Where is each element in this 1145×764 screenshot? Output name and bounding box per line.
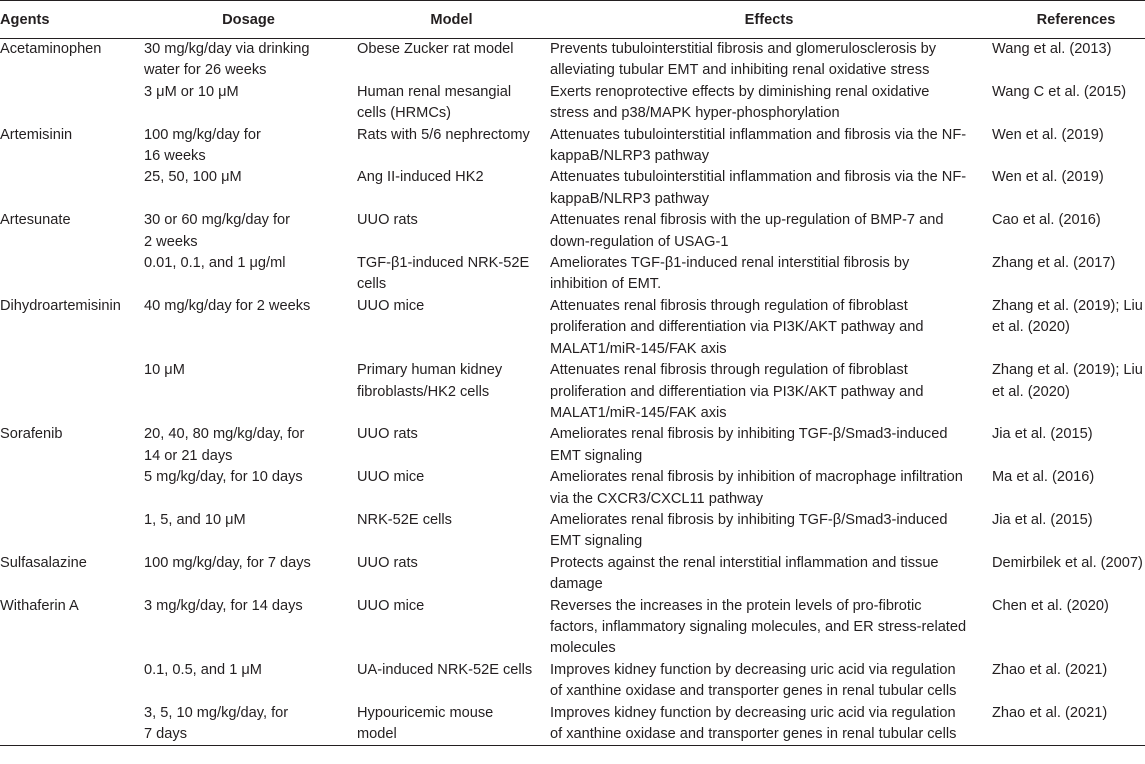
cell-references: Zhao et al. (2021) xyxy=(992,661,1108,678)
cell-effects: Ameliorates TGF-β1-induced renal interstitial fibrosis by inhibition of EMT. xyxy=(550,255,910,293)
cell-model: UUO mice xyxy=(357,297,425,314)
cell-effects: Attenuates renal fibrosis through regulation of fibroblast proliferation and differentiation via PI3K/AKT pathway and MALAT1/miR-145/FAK axis xyxy=(550,362,924,421)
cell-model: Ang II-induced HK2 xyxy=(357,169,484,186)
cell-references: Zhao et al. (2021) xyxy=(988,703,1145,746)
header-references: References xyxy=(988,1,1145,39)
cell-references: Jia et al. (2015) xyxy=(992,511,1093,528)
table-body xyxy=(0,39,1145,746)
cell-model: Hypouricemic mouse model xyxy=(353,703,546,746)
cell-model: UUO rats xyxy=(357,554,418,571)
cell-agent xyxy=(0,167,140,210)
cell-references: Wang C et al. (2015) xyxy=(992,83,1127,100)
header-row xyxy=(0,1,1145,39)
header-dosage: Dosage xyxy=(140,1,353,39)
cell-agent xyxy=(0,360,140,424)
cell-dosage: 30 or 60 mg/kg/day for 2 weeks xyxy=(144,212,291,250)
cell-agent: Sulfasalazine xyxy=(0,554,87,571)
cell-agent: Dihydroartemisinin xyxy=(0,297,121,314)
table-row xyxy=(0,39,1145,82)
cell-dosage: 40 mg/kg/day for 2 weeks xyxy=(144,297,311,314)
cell-references: Zhang et al. (2017) xyxy=(992,255,1116,272)
table-row xyxy=(0,553,1145,596)
cell-references: Wen et al. (2019) xyxy=(992,126,1104,143)
cell-dosage: 1, 5, and 10 μM xyxy=(144,511,246,528)
cell-dosage: 3 mg/kg/day, for 14 days xyxy=(144,597,303,614)
cell-references: Wang et al. (2013) xyxy=(992,41,1112,57)
cell-effects: Attenuates tubulointerstitial inflammation and fibrosis via the NF- kappaB/NLRP3 pathway xyxy=(550,126,967,165)
cell-agent: Acetaminophen xyxy=(0,41,102,57)
cell-references: Demirbilek et al. (2007) xyxy=(992,554,1143,571)
cell-agent: Artemisinin xyxy=(0,126,73,143)
cell-effects: Ameliorates renal fibrosis by inhibiting TGF-β/Smad3-induced EMT signaling xyxy=(550,511,948,550)
table-row xyxy=(0,424,1145,467)
cell-references: Chen et al. (2020) xyxy=(992,597,1109,614)
cell-dosage: 3, 5, 10 mg/kg/day, for 7 days xyxy=(140,703,353,746)
cell-model: Obese Zucker rat model xyxy=(357,41,514,57)
cell-agent xyxy=(0,82,140,125)
cell-references: Wen et al. (2019) xyxy=(992,169,1104,186)
table-row xyxy=(0,82,1145,125)
cell-agent xyxy=(0,703,140,746)
table-row xyxy=(0,360,1145,424)
cell-effects: Reverses the increases in the protein levels of pro-fibrotic factors, inflammatory signaling molecules, and ER stress-related molecules xyxy=(550,597,967,657)
cell-model: Primary human kidney fibroblasts/HK2 cells xyxy=(357,362,503,400)
cell-dosage: 25, 50, 100 μM xyxy=(144,169,242,186)
cell-model: NRK-52E cells xyxy=(357,511,452,528)
cell-dosage: 100 mg/kg/day, for 7 days xyxy=(144,554,311,571)
cell-dosage: 0.01, 0.1, and 1 μg/ml xyxy=(144,255,286,272)
cell-references: Jia et al. (2015) xyxy=(992,426,1093,443)
cell-agent: Artesunate xyxy=(0,212,71,229)
cell-dosage: 10 μM xyxy=(144,362,185,379)
cell-effects: Ameliorates renal fibrosis by inhibition of macrophage infiltration via the CXCR3/CXCL11 pathway xyxy=(550,469,963,507)
table-row xyxy=(0,703,1145,746)
cell-agent xyxy=(0,510,140,553)
cell-model: UUO mice xyxy=(357,469,425,486)
cell-agent xyxy=(0,660,140,703)
cell-model: UA-induced NRK-52E cells xyxy=(357,661,533,678)
cell-dosage: 3 μM or 10 μM xyxy=(144,83,239,100)
cell-dosage: 30 mg/kg/day via drinking water for 26 weeks xyxy=(144,41,310,79)
cell-effects: Prevents tubulointerstitial fibrosis and glomerulosclerosis by alleviating tubular EMT and inhibiting renal oxidative stress xyxy=(550,41,937,79)
cell-model: UUO mice xyxy=(357,597,425,614)
cell-model: Human renal mesangial cells (HRMCs) xyxy=(357,83,512,122)
cell-dosage: 100 mg/kg/day for 16 weeks xyxy=(144,126,261,165)
header-effects: Effects xyxy=(546,1,988,39)
cell-references: Cao et al. (2016) xyxy=(992,212,1101,229)
cell-effects: Improves kidney function by decreasing uric acid via regulation of xanthine oxidase and transporter genes in renal tubular cells xyxy=(550,661,957,700)
table-row xyxy=(0,167,1145,210)
table-row xyxy=(0,210,1145,253)
cell-dosage: 5 mg/kg/day, for 10 days xyxy=(144,469,303,486)
cell-effects: Ameliorates renal fibrosis by inhibiting TGF-β/Smad3-induced EMT signaling xyxy=(550,426,948,464)
table-row xyxy=(0,296,1145,360)
cell-model: TGF-β1-induced NRK-52E cells xyxy=(357,255,530,293)
table-row xyxy=(0,596,1145,660)
cell-effects: Exerts renoprotective effects by diminishing renal oxidative stress and p38/MAPK hyper-phosphorylation xyxy=(550,83,930,122)
header-agents: Agents xyxy=(0,1,140,39)
cell-effects: Attenuates tubulointerstitial inflammation and fibrosis via the NF- kappaB/NLRP3 pathway xyxy=(550,169,967,207)
table-row xyxy=(0,467,1145,510)
cell-dosage: 0.1, 0.5, and 1 μM xyxy=(144,661,262,678)
cell-references: Zhang et al. (2019); Liu et al. (2020) xyxy=(992,297,1143,336)
header-model: Model xyxy=(353,1,546,39)
table-header xyxy=(0,1,1145,39)
cell-effects: Improves kidney function by decreasing uric acid via regulation of xanthine oxidase and transporter genes in renal tubular cells xyxy=(546,703,988,746)
cell-effects: Attenuates renal fibrosis through regulation of fibroblast proliferation and differentiation via PI3K/AKT pathway and MALAT1/miR-145/FAK axis xyxy=(550,297,924,357)
table-row xyxy=(0,253,1145,296)
cell-references: Zhang et al. (2019); Liu et al. (2020) xyxy=(992,362,1143,400)
cell-references: Ma et al. (2016) xyxy=(992,469,1095,486)
cell-agent: Sorafenib xyxy=(0,426,63,443)
cell-agent xyxy=(0,253,140,296)
table-row xyxy=(0,125,1145,168)
cell-agent xyxy=(0,467,140,510)
cell-effects: Attenuates renal fibrosis with the up-regulation of BMP-7 and down-regulation of USAG-1 xyxy=(550,212,944,250)
cell-agent: Withaferin A xyxy=(0,597,79,614)
cell-model: UUO rats xyxy=(357,212,418,229)
cell-model: Rats with 5/6 nephrectomy xyxy=(357,126,530,143)
cell-model: UUO rats xyxy=(357,426,418,443)
cell-effects: Protects against the renal interstitial inflammation and tissue damage xyxy=(550,554,939,593)
cell-dosage: 20, 40, 80 mg/kg/day, for 14 or 21 days xyxy=(144,426,305,464)
table-row xyxy=(0,660,1145,703)
table-row xyxy=(0,510,1145,553)
